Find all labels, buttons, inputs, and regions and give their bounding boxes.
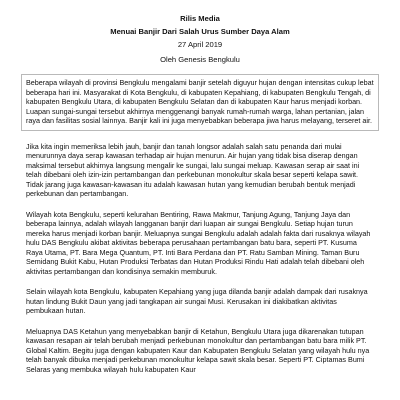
document-subtitle: Menuai Banjir Dari Salah Urus Sumber Daya Alam: [110, 26, 290, 36]
paragraph-4: Selain wilayah kota Bengkulu, kabupaten Kepahiang yang juga dilanda banjir adalah dampak dari rusaknya hutan lindung Bukit Daun yang jadi tangkapan air sungai Musi. Kerusakan ini diakibatkan aktivitas pembukaan hutan.: [26, 287, 368, 315]
paragraph-2: Jika kita ingin memeriksa lebih jauh, banjir dan tanah longsor adalah salah satu penanda dari mulai menurunnya daya serap kawasan terhadap air hujan menurun. Air hujan yang tidak bisa diserap dengan maksimal tersebut akhirnya langsung mengalir ke sungai, lalu sungai meluap. Kawasan serap air saat ini telah dibebani oleh izin-izin pertambangan dan perkebunan monokultur skala besar seperti kelapa sawit. Tidak jarang juga kawasan-kawasan itu adalah kawasan hutan yang kemudian berubah bentuk menjadi perkebunan dan pertambangan.: [26, 141, 360, 198]
document-title: Rilis Media: [180, 14, 220, 23]
paragraph-3: Wilayah kota Bengkulu, seperti kelurahan Bentiring, Rawa Makmur, Tanjung Agung, Tanjung Jaya dan beberapa lainnya, adalah wilayah langganan banjir dari luapan air sungai Bengkulu. Setiap hujan turun mereka harus menjadi korban banjir. Meluapnya sungai Bengkulu adalah adalah fakta dari rusaknya wilayah hulu DAS Bengkulu akibat aktivitas beberapa perusahaan pertambangan batu bara, seperti PT. Kusuma Raya Utama, PT. Bara Mega Quantum, PT. Inti Bara Perdana dan PT. Ratu Samban Mining. Taman Buru Semidang Bukit Kabu, Hutan Produksi Terbatas dan Hutan Produksi Rindu Hati adalah telah dibebani oleh aktivitas pertambangan dan kondisinya semakin memburuk.: [26, 209, 371, 276]
paragraph-1: Beberapa wilayah di provinsi Bengkulu mengalami banjir setelah diguyur hujan dengan intensitas cukup lebat beberapa hari ini. Masyarakat di Kota Bengkulu, di kabupaten Kepahiang, di kabupaten Bengkulu Tengah, di kabupaten Bengkulu Utara, di kabupaten Bengkulu Selatan dan di kabupaten Kaur harus menjadi korban. Luapan sungai-sungai tersebut akhirnya menggenangi banyak rumah-rumah warga, lahan pertanian, jalan raya dan fasilitas sosial lainnya. Banjir kali ini juga menyebabkan beberapa jiwa harus melayang, terseret air.: [21, 74, 379, 131]
paragraph-5: Meluapnya DAS Ketahun yang menyebabkan banjir di Ketahun, Bengkulu Utara juga dikarenakan tutupan kawasan resapan air telah berubah menjadi perkebunan monokultur dan pertambangan batu bara milik PT. Global Kaltim. Begitu juga dengan kabupaten Kaur dan Kabupaten Bengkulu Selatan yang wilayah hulu nya telah banyak dibuka menjadi perkebunan monokultur kelapa sawit skala besar. Seperti PT. Ciptamas Bumi Selaras yang membuka wilayah hulu kabupaten Kaur: [26, 326, 370, 374]
document-author: Oleh Genesis Bengkulu: [160, 54, 240, 64]
document-date: 27 April 2019: [177, 40, 223, 49]
